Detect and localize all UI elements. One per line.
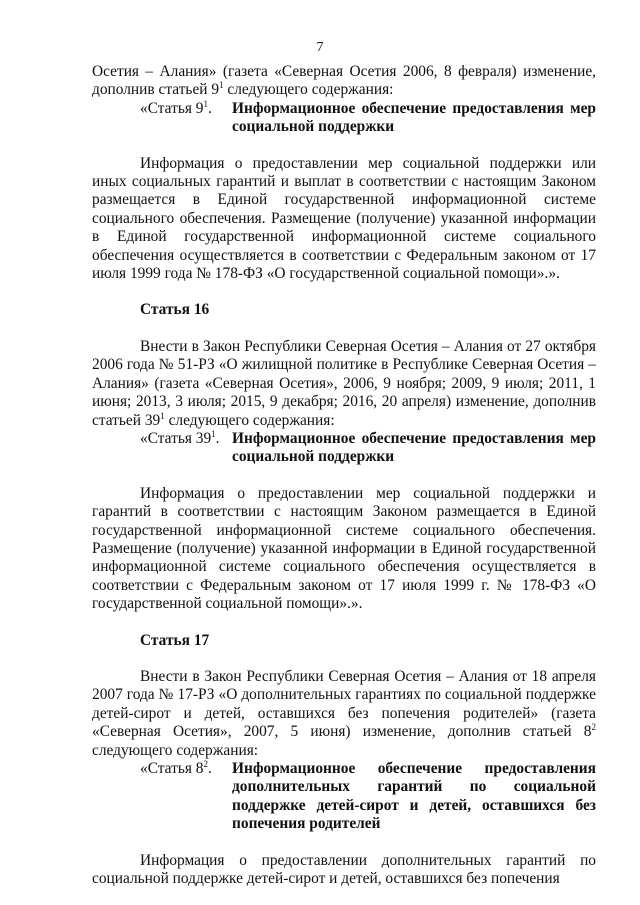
article-9-1-header (92, 100, 596, 137)
page-number: 7 (316, 40, 324, 55)
intro-paragraph (92, 63, 596, 100)
article-9-1-text: Информация о предоставлении мер социальной поддержки или иных социальных гарантий и выплат в соответствии с настоящим Законом размещается в Единой государственной информационной системе социального обеспечения. Размещение (получение) указанной информации в Единой государственной информационной системе социального обеспечения осуществляется в соответствии с Федеральным законом от 17 июля 1999 года № 178-ФЗ «О государственной социальной помощи».». (92, 154, 596, 283)
heading-article-16: Статья 16 (140, 301, 210, 319)
article-16-paragraph: Внести в Закон Республики Северная Осетия – Алания от 27 октября 2006 года № 51-РЗ «О жилищной политике в Республике Северная Осетия – Алания» (газета «Северная Осетия», 2006, 9 ноября; 2009, 9 июля; 2011, 1 июня; 2013, 3 июля; 2015, 9 декабря; 2016, 20 апреля) изменение, дополнив статьей $39^1$ следующего содержания: (92, 337, 596, 429)
article-39-1-title: Информационное обеспечение предоставления мер социальной поддержки (232, 429, 596, 466)
article-17-paragraph: Внести в Закон Республики Северная Осетия – Алания от 18 апреля 2007 года № 17-РЗ «О дополнительных гарантиях по социальной поддержке детей-сирот и детей, оставшихся без попечения родителей» (газета «Северная Осетия», 2007, 5 июня) изменение, дополнив статьей $8^2$ следующего содержания: (92, 667, 596, 759)
heading-article-17: Статья 17 (140, 631, 210, 649)
article-9-1-title: Информационное обеспечение предоставления мер социальной поддержки (232, 99, 596, 136)
article-39-1-ref: «Статья $39^1$. (140, 428, 220, 447)
page-content (92, 63, 596, 888)
intro-text-end: следующего содержания: (223, 81, 394, 99)
intro-text: Осетия – Алания» (газета «Северная Осетия 2006, 8 февраля) изменение, дополнив статьей 9 (92, 63, 596, 99)
article-8-2-title: Информационное обеспечение предоставления дополнительных гарантий по социальной поддержке детей-сирот и детей, оставшихся без попечения родителей (232, 760, 596, 833)
article-9-1-ref: «Статья $9^1$. (140, 98, 212, 117)
article-39-1-header (92, 430, 596, 467)
intro-sup: 1 (219, 80, 224, 91)
article-39-1-text: Информация о предоставлении мер социальной поддержки и гарантий в соответствии с настоящим Законом размещается в Единой государственной информационной системе социального обеспечения. Размещение (получение) указанной информации в Единой государственной информационной системе социального обеспечения осуществляется в соответствии с Федеральным законом от 17 июля 1999 г. № 178-ФЗ «О государственной социальной помощи».». (92, 484, 596, 613)
article-8-2-ref: «Статья $8^2$. (140, 759, 212, 777)
article-8-2-text: Информация о предоставлении дополнительных гарантий по социальной поддержке детей-сирот и детей, оставшихся без попечения (92, 851, 596, 888)
article-8-2-header (92, 760, 596, 834)
